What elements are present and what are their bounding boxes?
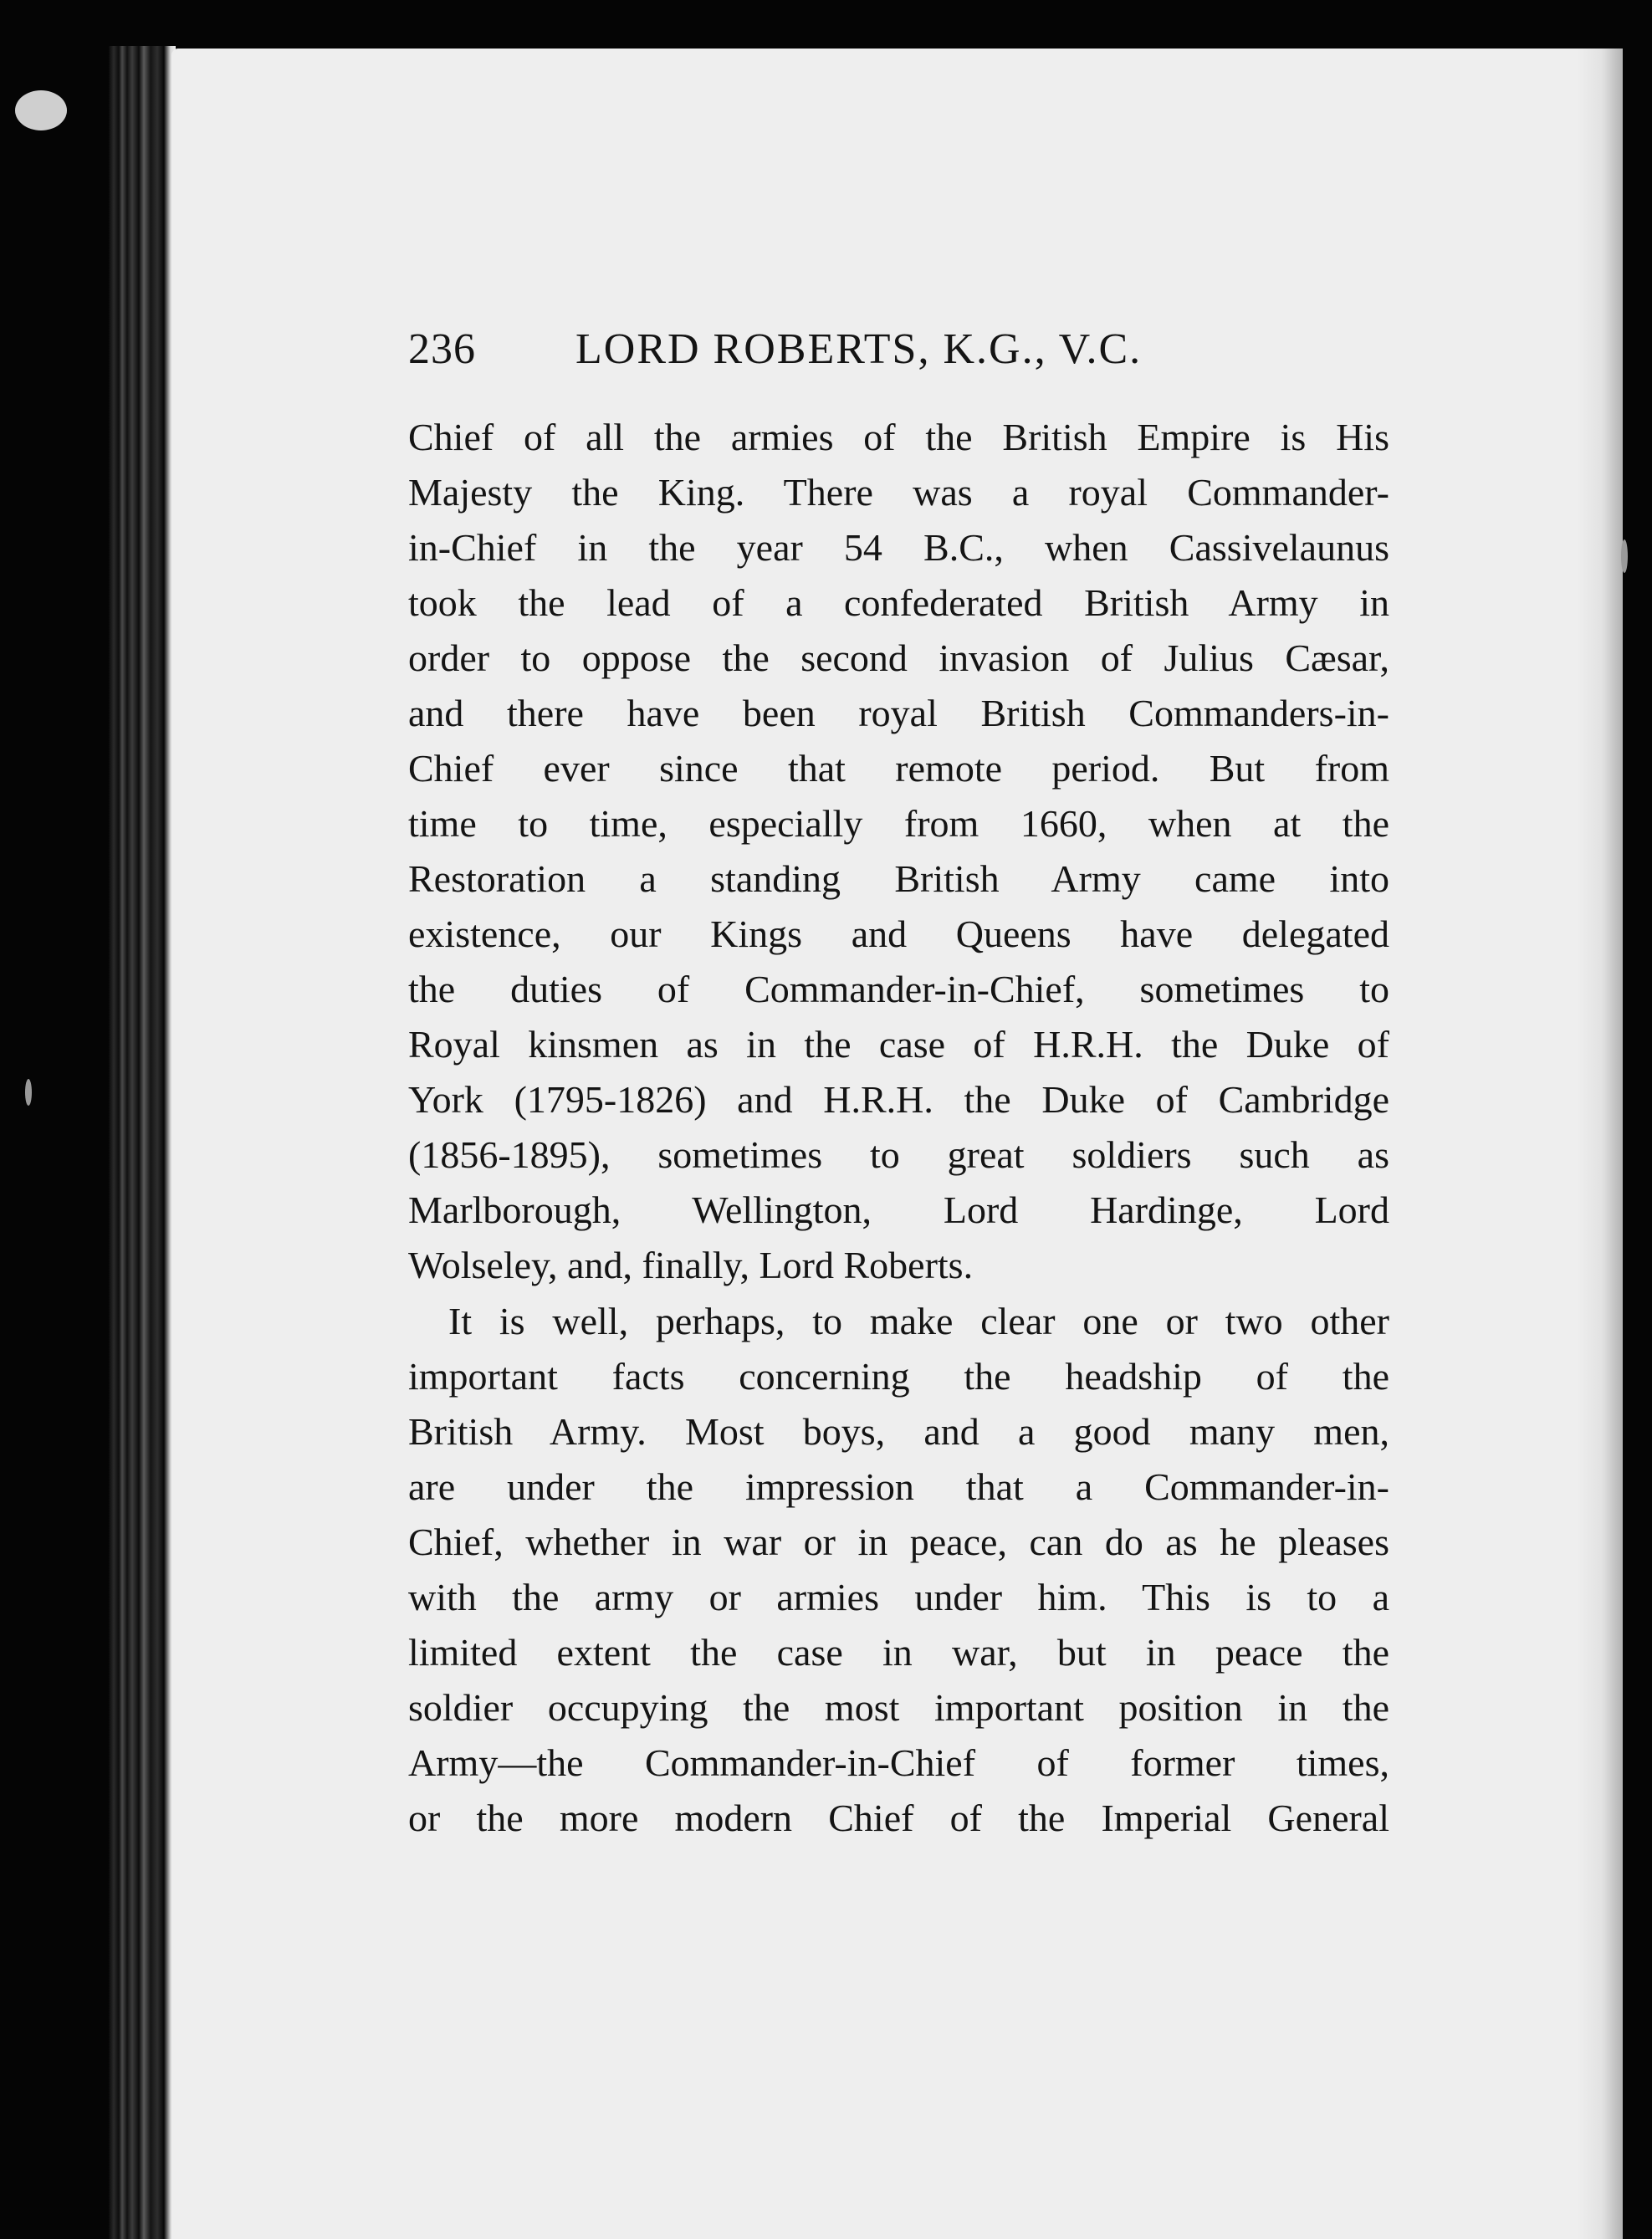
body-paragraph — [408, 1294, 1389, 1846]
text-line: British Army. Most boys, and a good many men, — [408, 1410, 1389, 1453]
text-line: soldier occupying the most important position in the — [408, 1686, 1389, 1729]
text-line: It is well, perhaps, to make clear one or two other — [448, 1300, 1389, 1342]
book-binding-edge — [109, 46, 176, 2239]
text-line: Wolseley, and, finally, Lord Roberts. — [408, 1244, 974, 1286]
running-title: LORD ROBERTS, K.G., V.C. — [575, 325, 1143, 373]
text-line: Army—the Commander-in-Chief of former times, — [408, 1741, 1389, 1784]
dust-speck — [25, 1079, 32, 1106]
text-line: Majesty the King. There was a royal Commander- — [408, 471, 1389, 514]
text-line: Chief ever since that remote period. But from — [408, 747, 1389, 790]
text-line: order to oppose the second invasion of Julius Cæsar, — [408, 636, 1389, 679]
text-line: or the more modern Chief of the Imperial General — [408, 1797, 1389, 1839]
text-line: the duties of Commander-in-Chief, sometimes to — [408, 968, 1389, 1010]
text-line: and there have been royal British Commanders-in- — [408, 692, 1389, 734]
text-line: took the lead of a confederated British Army in — [408, 581, 1389, 624]
text-line: existence, our Kings and Queens have delegated — [408, 912, 1389, 955]
text-line: time to time, especially from 1660, when at the — [408, 802, 1389, 845]
body-paragraph — [408, 410, 1389, 1293]
dust-speck — [1621, 539, 1628, 573]
text-line: Chief, whether in war or in peace, can do as he pleases — [408, 1521, 1389, 1563]
text-line: Marlborough, Wellington, Lord Hardinge, Lord — [408, 1189, 1389, 1231]
running-head — [408, 316, 1228, 383]
text-line: (1856-1895), sometimes to great soldiers such as — [408, 1133, 1389, 1176]
text-line: in-Chief in the year 54 B.C., when Cassivelaunus — [408, 526, 1389, 569]
text-line: Restoration a standing British Army came into — [408, 857, 1389, 900]
text-line: with the army or armies under him. This is to a — [408, 1576, 1389, 1618]
text-line: Chief of all the armies of the British Empire is His — [408, 416, 1389, 458]
text-line: important facts concerning the headship of the — [408, 1355, 1389, 1398]
dust-speck — [15, 90, 67, 130]
text-line: Royal kinsmen as in the case of H.R.H. the Duke of — [408, 1023, 1389, 1066]
text-line: York (1795-1826) and H.R.H. the Duke of Cambridge — [408, 1078, 1389, 1121]
text-line: limited extent the case in war, but in peace the — [408, 1631, 1389, 1674]
page-edge-shadow — [1577, 49, 1623, 2239]
page-number: 236 — [408, 325, 476, 373]
text-line: are under the impression that a Commander-in- — [408, 1465, 1389, 1508]
